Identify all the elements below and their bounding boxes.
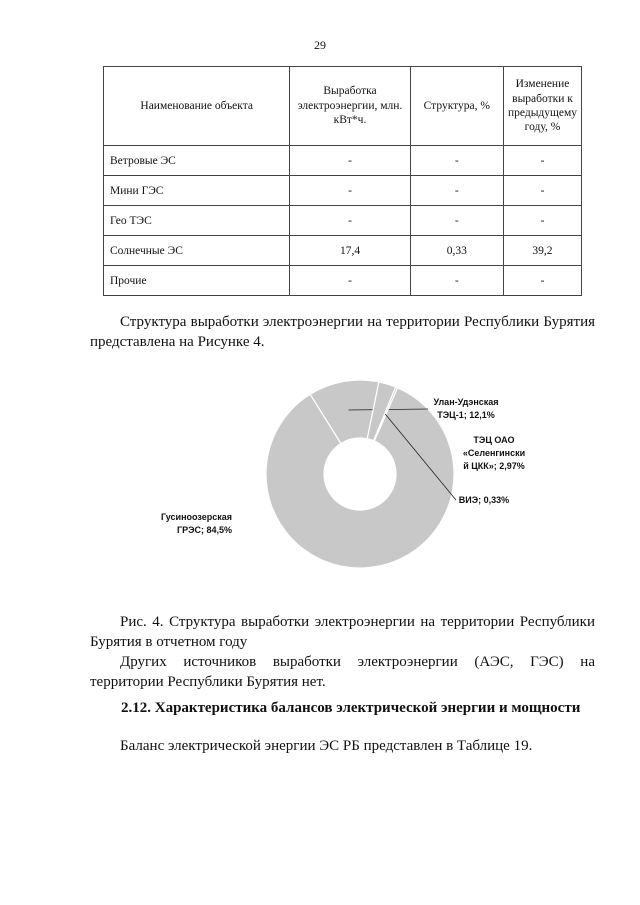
slice-label-1: Улан-Удэнская ТЭЦ-1; 12,1%	[433, 397, 499, 420]
row-name: Ветровые ЭС	[104, 146, 290, 176]
page-number: 29	[314, 38, 326, 52]
slice-label-3: ВИЭ; 0,33%	[458, 495, 510, 505]
row-generation: -	[290, 206, 410, 236]
generation-donut-chart	[160, 378, 550, 594]
table-row	[104, 146, 582, 176]
other-sources-paragraph: Других источников выработки электроэнергии (АЭС, ГЭС) на территории Республики Бурятия нет.	[90, 654, 595, 690]
row-change: -	[503, 266, 581, 296]
row-structure: -	[410, 266, 503, 296]
header-change: Изменение выработки к предыдущему году, %	[503, 67, 581, 146]
slice-label-2: ТЭЦ ОАО «Селенгински й ЦКК»; 2,97%	[462, 435, 526, 471]
row-change: -	[503, 206, 581, 236]
generation-table	[103, 66, 582, 296]
intro-paragraph: Структура выработки электроэнергии на территории Республики Бурятия представлена на Рисунке 4.	[90, 314, 595, 350]
row-name: Мини ГЭС	[104, 176, 290, 206]
table-row	[104, 236, 582, 266]
balance-paragraph: Баланс электрической энергии ЭС РБ представлен в Таблице 19.	[120, 738, 533, 754]
row-structure: -	[410, 176, 503, 206]
header-structure: Структура, %	[410, 67, 503, 146]
row-name: Солнечные ЭС	[104, 236, 290, 266]
table-row	[104, 206, 582, 236]
row-structure: 0,33	[410, 236, 503, 266]
row-name: Прочие	[104, 266, 290, 296]
row-generation: 17,4	[290, 236, 410, 266]
row-structure: -	[410, 206, 503, 236]
row-structure: -	[410, 146, 503, 176]
row-name: Гео ТЭС	[104, 206, 290, 236]
row-generation: -	[290, 266, 410, 296]
header-object-name: Наименование объекта	[104, 67, 290, 146]
figure-caption: Рис. 4. Структура выработки электроэнергии на территории Республики Бурятия в отчетном году	[90, 614, 595, 650]
slice-label-0: Гусиноозерская ГРЭС; 84,5%	[160, 512, 232, 535]
row-change: -	[503, 176, 581, 206]
row-generation: -	[290, 176, 410, 206]
section-heading: 2.12. Характеристика балансов электрической энергии и мощности	[121, 700, 581, 716]
table-row	[104, 266, 582, 296]
table-row	[104, 176, 582, 206]
row-change: -	[503, 146, 581, 176]
row-generation: -	[290, 146, 410, 176]
row-change: 39,2	[503, 236, 581, 266]
table-header-row	[104, 67, 582, 146]
header-generation: Выработка электроэнергии, млн. кВт*ч.	[290, 67, 410, 146]
